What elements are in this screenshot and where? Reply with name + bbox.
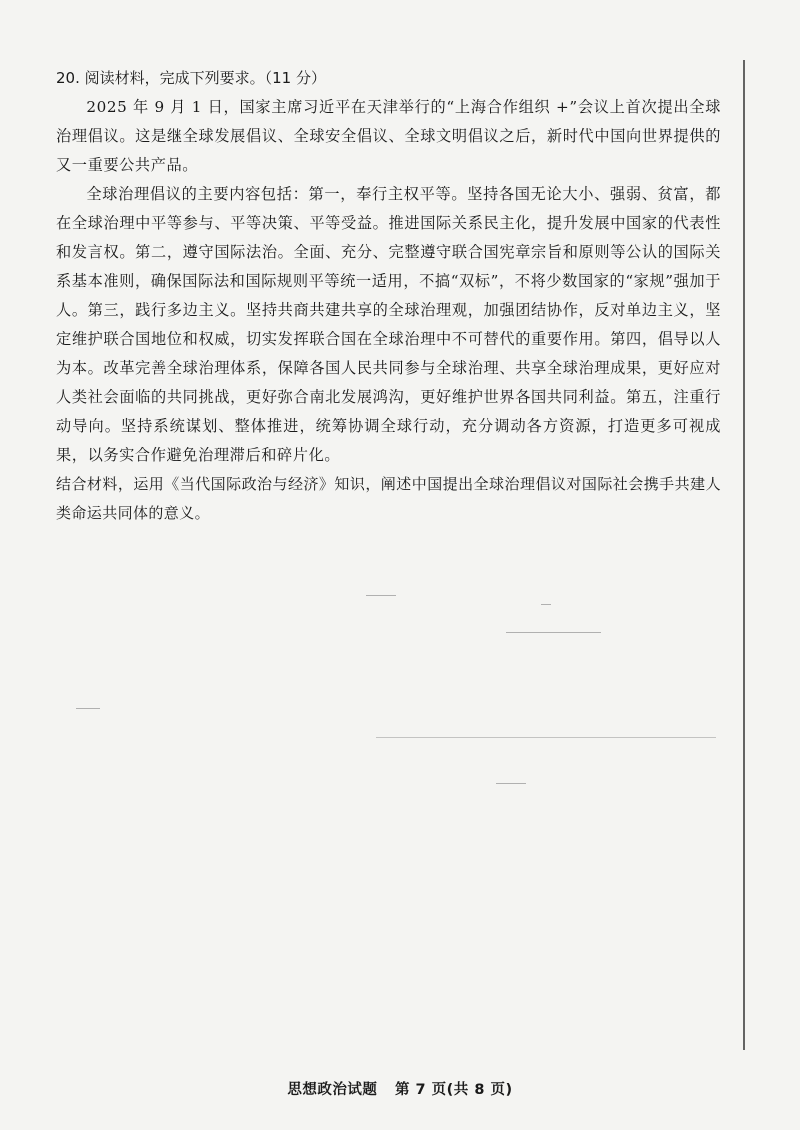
material-paragraph-1: 2025 年 9 月 1 日，国家主席习近平在天津举行的“上海合作组织 +”会议上首次提出全球治理倡议。这是继全球发展倡议、全球安全倡议、全球文明倡议之后，新时代中国向世界提供的又一重要公共产品。 [56,98,721,174]
scan-smudge [541,604,551,605]
answer-area[interactable] [56,540,736,1040]
footer-subject: 思想政治试题 [287,1082,378,1098]
footer-page-number: 第 7 页(共 8 页) [394,1082,513,1098]
question-prompt: 结合材料，运用《当代国际政治与经济》知识，阐述中国提出全球治理倡议对国际社会携手共建人类命运共同体的意义。 [56,475,721,522]
scan-smudge [376,737,716,738]
question-20 [56,64,721,528]
page-footer [0,1078,800,1099]
material-paragraph-2: 全球治理倡议的主要内容包括：第一，奉行主权平等。坚持各国无论大小、强弱、贫富，都在全球治理中平等参与、平等决策、平等受益。推进国际关系民主化，提升发展中国家的代表性和发言权。第二，遵守国际法治。全面、充分、完整遵守联合国宪章宗旨和原则等公认的国际关系基本准则，确保国际法和国际规则平等统一适用，不搞“双标”，不将少数国家的“家规”强加于人。第三，践行多边主义。坚持共商共建共享的全球治理观，加强团结协作，反对单边主义，坚定维护联合国地位和权威，切实发挥联合国在全球治理中不可替代的重要作用。第四，倡导以人为本。改革完善全球治理体系，保障各国人民共同参与全球治理、共享全球治理成果，更好应对人类社会面临的共同挑战，更好弥合南北发展鸿沟，更好维护世界各国共同利益。第五，注重行动导向。坚持系统谋划、整体推进，统筹协调全球行动，充分调动各方资源，打造更多可视成果，以务实合作避免治理滞后和碎片化。 [56,185,721,464]
scan-smudge [496,783,526,784]
scan-smudge [76,708,100,709]
scan-smudge [366,595,396,596]
binding-margin-line [743,60,745,1050]
scan-smudge [506,632,601,633]
question-header: 20. 阅读材料，完成下列要求。（11 分） [56,69,326,87]
